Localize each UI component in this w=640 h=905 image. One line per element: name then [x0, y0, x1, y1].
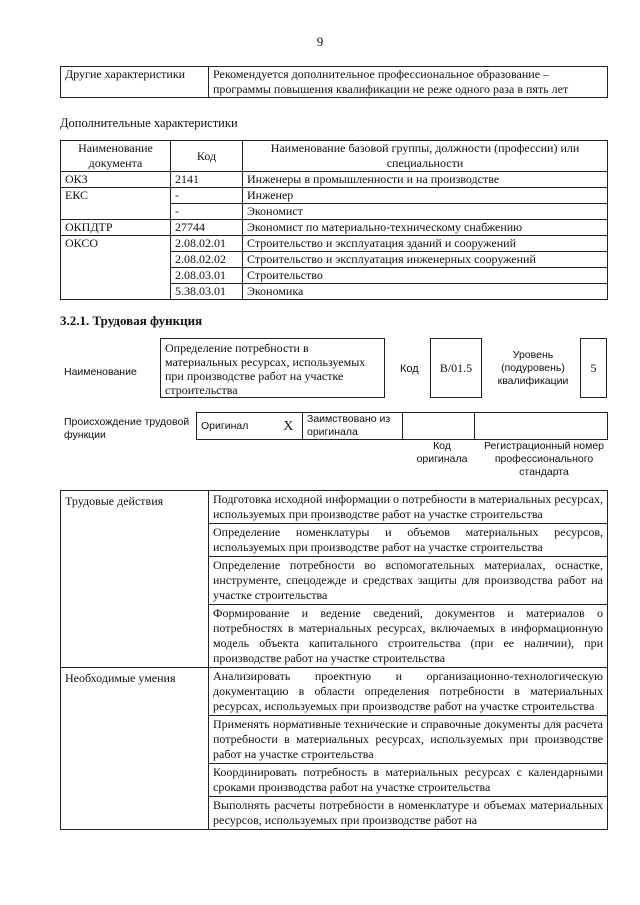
row-name: Строительство и эксплуатация зданий и сооружений: [243, 236, 608, 252]
reg-number-cell: [475, 413, 608, 440]
function-origin-label: Происхождение трудовой функции: [64, 416, 190, 441]
table-row: [61, 236, 608, 252]
table-row: [61, 220, 608, 236]
row-code: 2.08.02.02: [171, 252, 243, 268]
origin-table: [196, 412, 608, 440]
action-item: Определение номенклатуры и объемов материальных ресурсов, используемых при производстве работ на участке строительства: [209, 524, 608, 557]
borrowed-label: Заимствовано из оригинала: [303, 413, 403, 440]
table-row: [61, 172, 608, 188]
action-item: Подготовка исходной информации о потребности в материальных ресурсах, используемых при производстве работ на участке строительства: [209, 491, 608, 524]
function-code-value: B/01.5: [430, 338, 482, 398]
action-item: Определение потребности во вспомогательных материалах, оснастке, инструменте, спецодежде и средствах защиты для производства работ на участке строительства: [209, 557, 608, 605]
skill-item: Применять нормативные технические и справочные документы для расчета потребности в материальных ресурсах, используемых при производстве работ на участке строительства: [209, 716, 608, 764]
other-characteristics-label: Другие характеристики: [61, 67, 209, 98]
original-mark: X: [275, 413, 303, 440]
header-document: Наименование документа: [61, 141, 171, 172]
row-name: Строительство и эксплуатация инженерных сооружений: [243, 252, 608, 268]
row-document: ОКСО: [61, 236, 171, 300]
table-row: [61, 668, 608, 716]
qualification-level-value: 5: [580, 338, 607, 398]
origin-code-cell: [403, 413, 475, 440]
skill-item: Выполнять расчеты потребности в номенклатуре и объемах материальных ресурсов, используемых при производстве работ на: [209, 797, 608, 830]
row-name: Экономист: [243, 204, 608, 220]
table-row: [61, 491, 608, 524]
function-code-label: Код: [400, 363, 419, 375]
page-number: 9: [316, 34, 324, 49]
row-code: -: [171, 188, 243, 204]
row-name: Инженеры в промышленности и на производстве: [243, 172, 608, 188]
other-characteristics-value: Рекомендуется дополнительное профессиональное образование – программы повышения квалификации не реже одного раза в пять лет: [209, 67, 608, 98]
origin-code-label: Код оригинала: [416, 440, 468, 465]
skill-item: Анализировать проектную и организационно-технологическую документацию в области определения потребности в материальных ресурсах, используемых при производстве работ на участке строительства: [209, 668, 608, 716]
row-code: 2.08.02.01: [171, 236, 243, 252]
page-bottom-margin: [0, 895, 640, 905]
table-row: [61, 188, 608, 204]
row-code: -: [171, 204, 243, 220]
row-name: Инженер: [243, 188, 608, 204]
actions-label: Трудовые действия: [61, 491, 209, 668]
row-name: Экономист по материально-техническому снабжению: [243, 220, 608, 236]
function-name-label: Наименование: [64, 366, 137, 378]
section-title: 3.2.1. Трудовая функция: [60, 313, 203, 328]
row-code: 2141: [171, 172, 243, 188]
additional-characteristics-table: [60, 140, 608, 300]
row-name: Экономика: [243, 284, 608, 300]
original-label: Оригинал: [197, 413, 275, 440]
header-code: Код: [171, 141, 243, 172]
header-name: Наименование базовой группы, должности (профессии) или специальности: [243, 141, 608, 172]
row-document: ОКПДТР: [61, 220, 171, 236]
function-details-table: [60, 490, 608, 830]
row-document: ЕКС: [61, 188, 171, 220]
qualification-level-label: Уровень (подуровень) квалификации: [497, 349, 569, 387]
row-code: 27744: [171, 220, 243, 236]
reg-number-label: Регистрационный номер профессионального стандарта: [484, 440, 604, 478]
action-item: Формирование и ведение сведений, документов и материалов о потребностях в материальных ресурсах, включаемых в информационную модель объекта капитального строительства (при ее наличии), при производстве работ на участке строительства: [209, 605, 608, 668]
row-code: 5.38.03.01: [171, 284, 243, 300]
row-document: ОКЗ: [61, 172, 171, 188]
function-name-value: Определение потребности в материальных ресурсах, используемых при производстве работ на участке строительства: [160, 338, 385, 398]
row-code: 2.08.03.01: [171, 268, 243, 284]
other-characteristics-table: [60, 66, 608, 98]
skills-label: Необходимые умения: [61, 668, 209, 830]
additional-characteristics-heading: Дополнительные характеристики: [60, 116, 238, 130]
row-name: Строительство: [243, 268, 608, 284]
skill-item: Координировать потребность в материальных ресурсах с календарными сроками производства работ на участке строительства: [209, 764, 608, 797]
